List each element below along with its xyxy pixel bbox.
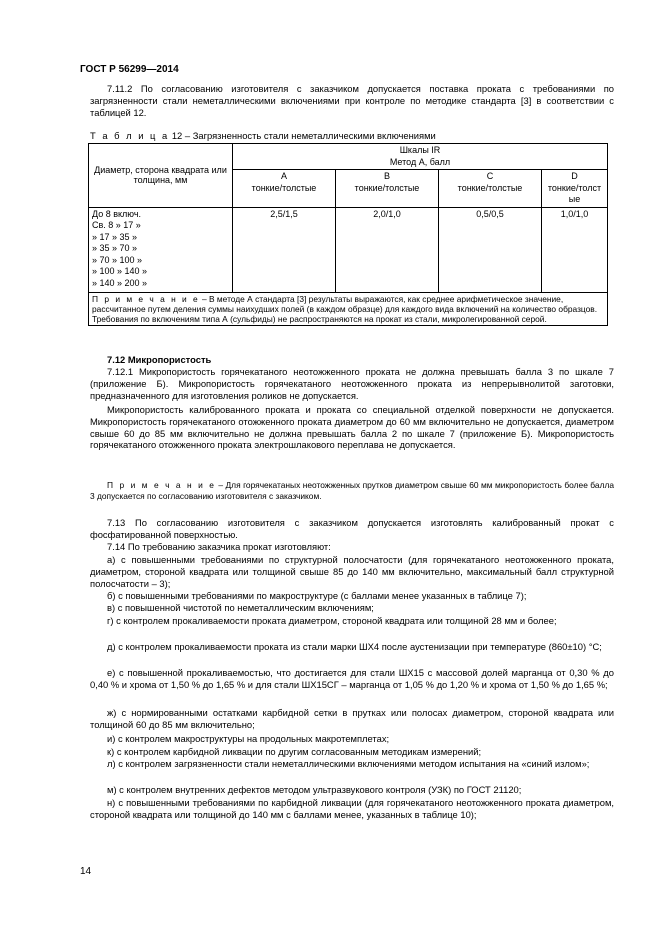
subheader-d-letter: D: [571, 171, 578, 181]
list-item-a: а) с повышенными требованиями по структурной полосчатости (для горячекатаного неотожженного проката, диаметром, стороной квадрата или толщиной свыше 85 до 140 мм включительно, максимальный балл структурной полосчатости – 3);: [90, 554, 614, 589]
subheader-b-desc: тонкие/толстые: [354, 182, 420, 193]
size-row: До 8 включ.: [92, 208, 142, 219]
subheader-c: [439, 170, 542, 208]
size-row: » 100 » 140 »: [92, 266, 148, 276]
subheader-a-desc: тонкие/толстые: [251, 182, 317, 193]
list-item-v: в) с повышенной чистотой по неметаллическим включениям;: [107, 602, 374, 613]
subheader-d-desc: тонкие/толст ые: [547, 182, 602, 204]
microporosity-note-text: – Для горячекатаных неотожженных прутков диаметром свыше 60 мм микропористость более балла 3 допускается по согласованию изготовителя с заказчиком.: [90, 480, 615, 501]
table-caption-label: Т а б л и ц а: [90, 130, 170, 141]
subheader-d: [542, 170, 608, 208]
list-item-g: г) с контролем прокаливаемости проката диаметром, стороной квадрата или толщиной 28 мм и более;: [107, 615, 557, 626]
list-item-d: д) с контролем прокаливаемости проката из стали марки ШХ4 после аустенизации при температуре (860±10) °С;: [107, 641, 602, 652]
inclusions-table: [88, 143, 608, 326]
subheader-b-letter: B: [383, 171, 390, 181]
list-item-e: е) с повышенной прокаливаемостью, что достигается для стали ШХ15 с массовой долей марганца от 0,30 % до 0,40 % и хрома от 1,50 % до 1,65 % и для стали ШХ15СГ – марганца от 1,05 % до 1,20 % и хрома от 1,50 % до 1,65 %;: [90, 667, 614, 690]
paragraph-7-12-1: 7.12.1 Микропористость горячекатаного неотожженного проката не должна превышать балла 3 по шкале 7 (приложение Б). Микропористость горячекатаного неотожженного проката из непрерывнолитой заготовки, предназначенного для изготовления роликов не допускается.: [90, 366, 614, 401]
size-row: Св. 8 » 17 »: [92, 220, 141, 230]
size-row: » 35 » 70 »: [92, 243, 138, 253]
subheader-a-letter: A: [280, 171, 287, 181]
list-item-m: м) с контролем внутренних дефектов методом ультразвукового контроля (УЗК) по ГОСТ 21120;: [107, 784, 522, 795]
section-heading-7-12: 7.12 Микропористость: [107, 354, 212, 365]
table-note-text: – В методе А стандарта [3] результаты выражаются, как среднее арифметическое значение, рассчитанное путем деления суммы наихудших полей (в каждом образце) для каждого вида включений на количество образцов. Требования по включениям типа А (сульфиды) не распространяются на прокат из стали, микролегированной серой.: [92, 293, 598, 324]
scales-header-line1: Шкалы IR: [399, 145, 441, 155]
paragraph-7-13: 7.13 По согласованию изготовителя с заказчиком допускается изготовлять калиброванный прокат с фосфатированной поверхностью.: [90, 517, 614, 540]
subheader-a: [233, 170, 336, 208]
list-item-k: к) с контролем карбидной ликвации по другим согласованным методикам измерений;: [107, 746, 482, 757]
value-a: 2,5/1,5: [233, 207, 336, 292]
paragraph-7-14: 7.14 По требованию заказчика прокат изготовляют:: [107, 541, 331, 552]
list-item-n: н) с повышенными требованиями по карбидной ликвации (для горячекатаного неотожженного проката диаметром, стороной квадрата или толщиной до 140 мм с баллами менее, указанных в таблице 10);: [90, 797, 614, 820]
value-d: 1,0/1,0: [542, 207, 608, 292]
scales-header: [233, 144, 608, 170]
page-number: 14: [80, 866, 92, 877]
list-item-l: л) с контролем загрязненности стали неметаллическими включениями методом испытания на «синий излом»;: [107, 758, 590, 769]
sizes-cell: [89, 207, 233, 292]
microporosity-note: [90, 480, 614, 501]
scales-header-line2: Метод А, балл: [389, 156, 451, 167]
subheader-c-desc: тонкие/толстые: [457, 182, 523, 193]
subheader-c-letter: C: [486, 171, 494, 181]
microporosity-note-label: П р и м е ч а н и е: [107, 480, 216, 490]
size-row: » 17 » 35 »: [92, 231, 138, 242]
value-b: 2,0/1,0: [336, 207, 439, 292]
size-row: » 140 » 200 »: [92, 277, 148, 288]
subheader-b: [336, 170, 439, 208]
list-item-zh: ж) с нормированными остатками карбидной сетки в прутках или полосах диаметром, стороной квадрата или толщиной 60 до 85 мм включительно;: [90, 707, 614, 730]
paragraph-microporosity: Микропористость калиброванного проката и проката со специальной отделкой поверхности не допускается. Микропористость горячекатаного отожженного проката диаметром до 60 мм включительно не допускается, диаметром свыше 60 до 85 мм включительно не должна превышать балла 2 по шкале 7 (приложение Б). Микропористость горячекатаного отожженного проката электрошлакового переплава не допускается.: [90, 404, 614, 451]
paragraph-7-11-2: 7.11.2 По согласованию изготовителя с заказчиком допускается поставка проката с требованиями по загрязненности стали неметаллическими включениями при контроле по методике стандарта [3] в соответствии с таблицей 12.: [90, 83, 614, 118]
size-row: » 70 » 100 »: [92, 254, 143, 265]
table-note: [89, 292, 608, 326]
page-header: ГОСТ Р 56299—2014: [80, 64, 179, 75]
value-c: 0,5/0,5: [439, 207, 542, 292]
table-caption-text: 12 – Загрязненность стали неметаллическими включениями: [171, 130, 436, 141]
table-note-label: П р и м е ч а н и е: [92, 293, 200, 304]
list-item-b: б) с повышенными требованиями по макроструктуре (с баллами менее указанных в таблице 7);: [107, 590, 527, 601]
list-item-i: и) с контролем макроструктуры на продольных макротемплетах;: [107, 733, 390, 744]
col-diameter-header: Диаметр, сторона квадрата или толщина, мм: [89, 144, 233, 208]
table-caption: [90, 130, 436, 141]
